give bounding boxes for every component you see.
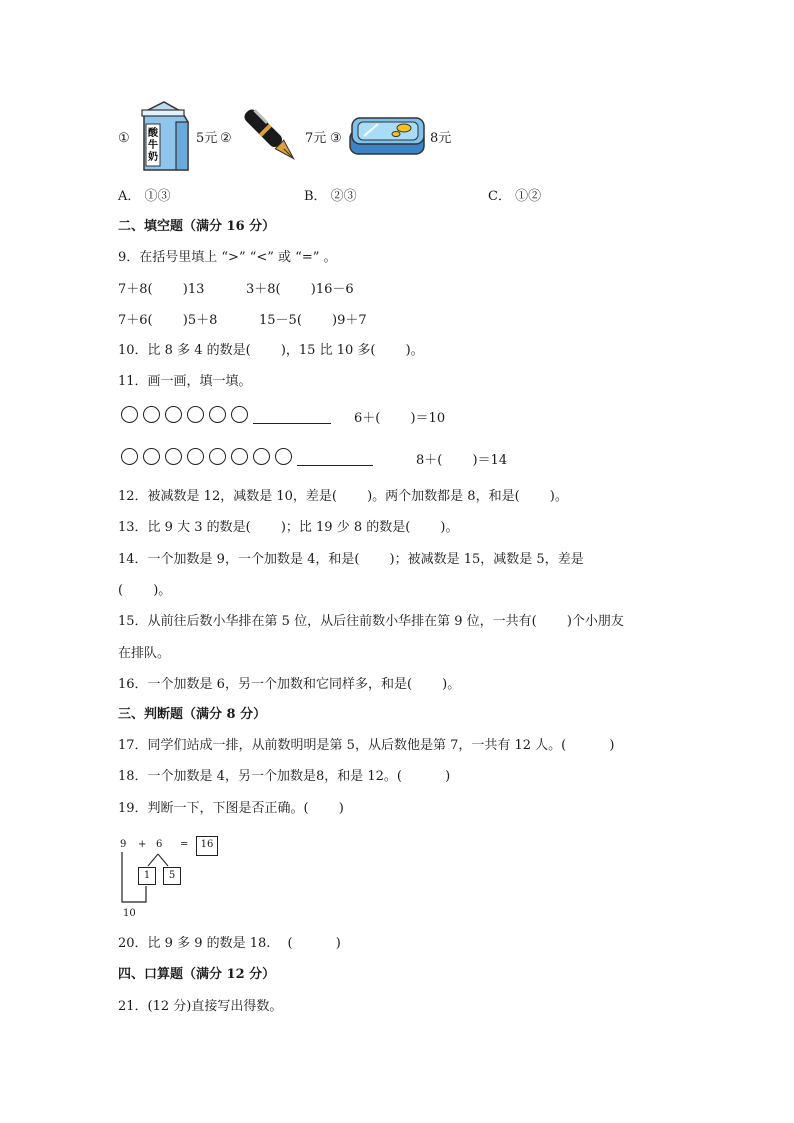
q9-row1-a: 7＋8( )13 [118, 282, 205, 297]
choice-a[interactable]: A． ①③ [118, 189, 171, 204]
q11-text: 11．画一画，填一填。 [118, 374, 252, 389]
q11-row2-circles [121, 448, 373, 466]
milk-label-1: 酸 [148, 128, 158, 139]
section2-title: 二、填空题（满分 16 分） [118, 219, 276, 234]
item2-marker: ② [220, 131, 232, 146]
choice-b[interactable]: B． ②③ [304, 189, 357, 204]
section4-title: 四、口算题（满分 12 分） [118, 967, 276, 982]
circle-shape [231, 448, 248, 465]
q9-row1-b: 3＋8( )16－6 [246, 282, 354, 297]
circle-shape [143, 448, 160, 465]
choice-c[interactable]: C． ①② [488, 189, 542, 204]
circle-shape [187, 406, 204, 423]
milk-label-3: 奶 [148, 152, 158, 163]
q11-row1-circles [121, 406, 331, 424]
q17-text: 17．同学们站成一排，从前数明明是第 5，从后数他是第 7，一共有 12 人。( ) [118, 738, 615, 753]
circle-shape [165, 448, 182, 465]
circle-shape [121, 448, 138, 465]
item3-marker: ③ [330, 131, 342, 146]
circle-shape [253, 448, 270, 465]
item1-marker: ① [118, 131, 130, 146]
q16-text: 16．一个加数是 6，另一个加数和它同样多，和是( )。 [118, 677, 461, 692]
diagram-n2: 6 [156, 839, 163, 850]
q13-text: 13．比 9 大 3 的数是( )；比 19 少 8 的数是( )。 [118, 520, 459, 535]
diagram-plus: + [138, 839, 147, 850]
q14-line2: ( )。 [118, 583, 172, 598]
section3-title: 三、判断题（满分 8 分） [118, 707, 267, 722]
diagram-split-b-box: 5 [163, 867, 181, 885]
answer-line[interactable] [297, 451, 373, 466]
q9-row2-b: 15－5( )9＋7 [259, 313, 367, 328]
diagram-result-box: 16 [196, 836, 218, 856]
circle-shape [187, 448, 204, 465]
fountain-pen-icon [240, 104, 302, 168]
q12-text: 12．被减数是 12，减数是 10，差是( )。两个加数都是 8，和是( )。 [118, 489, 568, 504]
q15-line1: 15．从前往后数小华排在第 5 位，从后往前数小华排在第 9 位，一共有( )个小朋友 [118, 614, 624, 629]
diagram-ten: 10 [123, 908, 136, 919]
circle-shape [143, 406, 160, 423]
q10-text: 10．比 8 多 4 的数是( )，15 比 10 多( )。 [118, 343, 424, 358]
q20-text: 20．比 9 多 9 的数是 18. ( ) [118, 936, 341, 951]
q15-line2: 在排队。 [118, 646, 171, 661]
q11-row1-equation: 6＋( )＝10 [354, 411, 446, 426]
yogurt-carton-icon [138, 100, 190, 172]
circle-shape [231, 406, 248, 423]
q11-row2-equation: 8＋( )＝14 [416, 453, 508, 468]
pencil-case-icon [348, 114, 428, 158]
diagram-split-a-box: 1 [138, 867, 156, 885]
circle-shape [165, 406, 182, 423]
diagram-n1: 9 [120, 839, 127, 850]
q9-row2-a: 7＋6( )5＋8 [118, 313, 218, 328]
item3-price: 8元 [430, 131, 452, 146]
circle-shape [121, 406, 138, 423]
circle-shape [275, 448, 292, 465]
q14-line1: 14．一个加数是 9，一个加数是 4，和是( )；被减数是 15，减数是 5，差是 [118, 552, 584, 567]
answer-line[interactable] [253, 409, 331, 424]
q18-text: 18．一个加数是 4，另一个加数是8，和是 12。( ) [118, 769, 451, 784]
circle-shape [209, 406, 226, 423]
q19-text: 19．判断一下，下图是否正确。( ) [118, 801, 344, 816]
q21-text: 21．(12 分)直接写出得数。 [118, 999, 283, 1014]
item2-price: 7元 [305, 131, 327, 146]
q9-text: 9．在括号里填上 “>” “<” 或 “=” 。 [118, 250, 337, 265]
milk-label-2: 牛 [148, 140, 158, 151]
item1-price: 5元 [196, 131, 218, 146]
diagram-eq: = [180, 839, 189, 850]
circle-shape [209, 448, 226, 465]
